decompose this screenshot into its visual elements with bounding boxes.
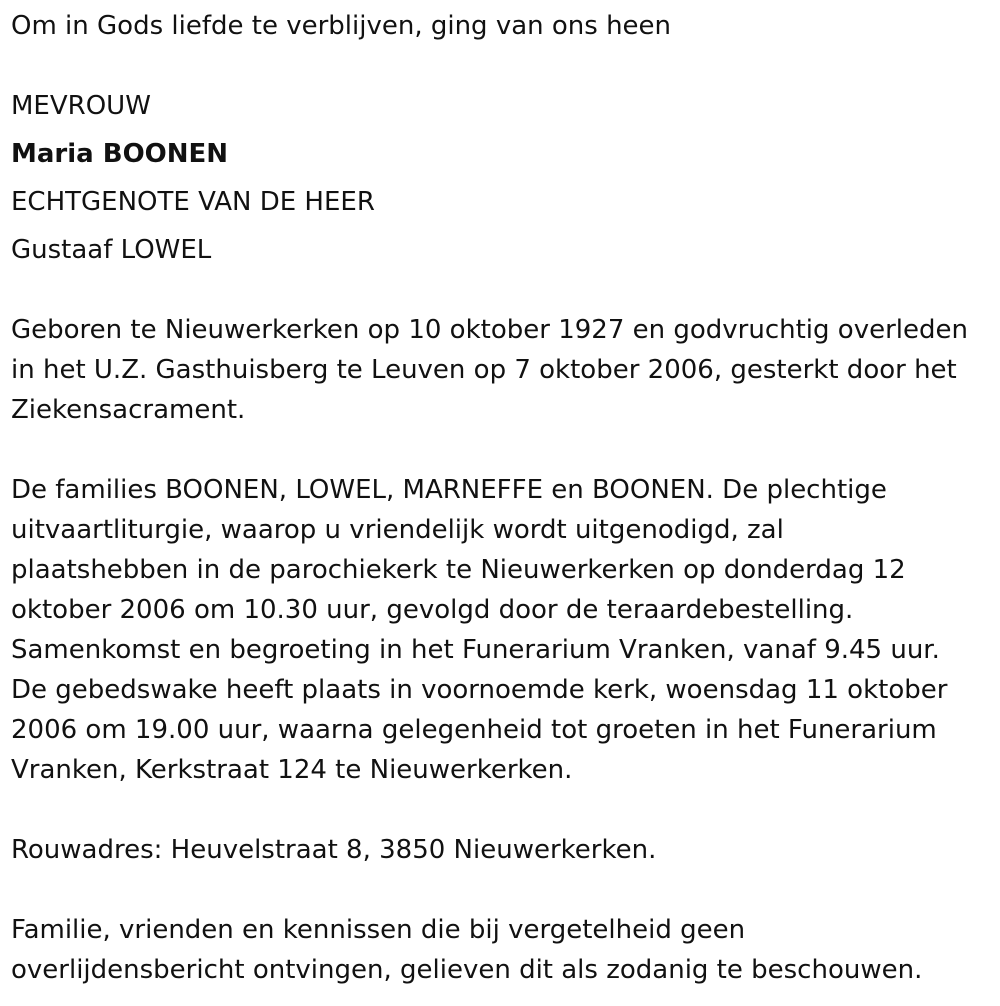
paragraph-line: Samenkomst en begroeting in het Funerarium Vranken, vanaf 9.45 uur. <box>11 635 940 665</box>
funeral-paragraph <box>11 470 996 790</box>
paragraph-line: Ziekensacrament. <box>11 395 246 425</box>
paragraph-line: in het U.Z. Gasthuisberg te Leuven op 7 oktober 2006, gesterkt door het <box>11 355 957 385</box>
paragraph-line: uitvaartliturgie, waarop u vriendelijk wordt uitgenodigd, zal <box>11 515 784 545</box>
paragraph-line: plaatshebben in de parochiekerk te Nieuwerkerken op donderdag 12 <box>11 555 906 585</box>
paragraph-line: De families BOONEN, LOWEL, MARNEFFE en BOONEN. De plechtige <box>11 475 887 505</box>
paragraph-line: Familie, vrienden en kennissen die bij vergetelheid geen <box>11 915 746 945</box>
closing-paragraph <box>11 910 996 990</box>
relation-text: ECHTGENOTE VAN DE HEER <box>11 187 375 217</box>
title-text: MEVROUW <box>11 91 151 121</box>
intro-text: Om in Gods liefde te verblijven, ging van ons heen <box>11 11 672 41</box>
mourning-address: Rouwadres: Heuvelstraat 8, 3850 Nieuwerkerken. <box>11 835 657 865</box>
paragraph-line: De gebedswake heeft plaats in voornoemde kerk, woensdag 11 oktober <box>11 675 948 705</box>
paragraph-line: Vranken, Kerkstraat 124 te Nieuwerkerken. <box>11 755 573 785</box>
paragraph-line: overlijdensbericht ontvingen, gelieven dit als zodanig te beschouwen. <box>11 955 923 985</box>
deceased-name: Maria BOONEN <box>11 139 229 169</box>
paragraph-line: 2006 om 19.00 uur, waarna gelegenheid tot groeten in het Funerarium <box>11 715 937 745</box>
paragraph-line: Geboren te Nieuwerkerken op 10 oktober 1927 en godvruchtig overleden <box>11 315 968 345</box>
paragraph-line: oktober 2006 om 10.30 uur, gevolgd door de teraardebestelling. <box>11 595 854 625</box>
spouse-name: Gustaaf LOWEL <box>11 235 212 265</box>
birth-death-paragraph <box>11 310 996 430</box>
